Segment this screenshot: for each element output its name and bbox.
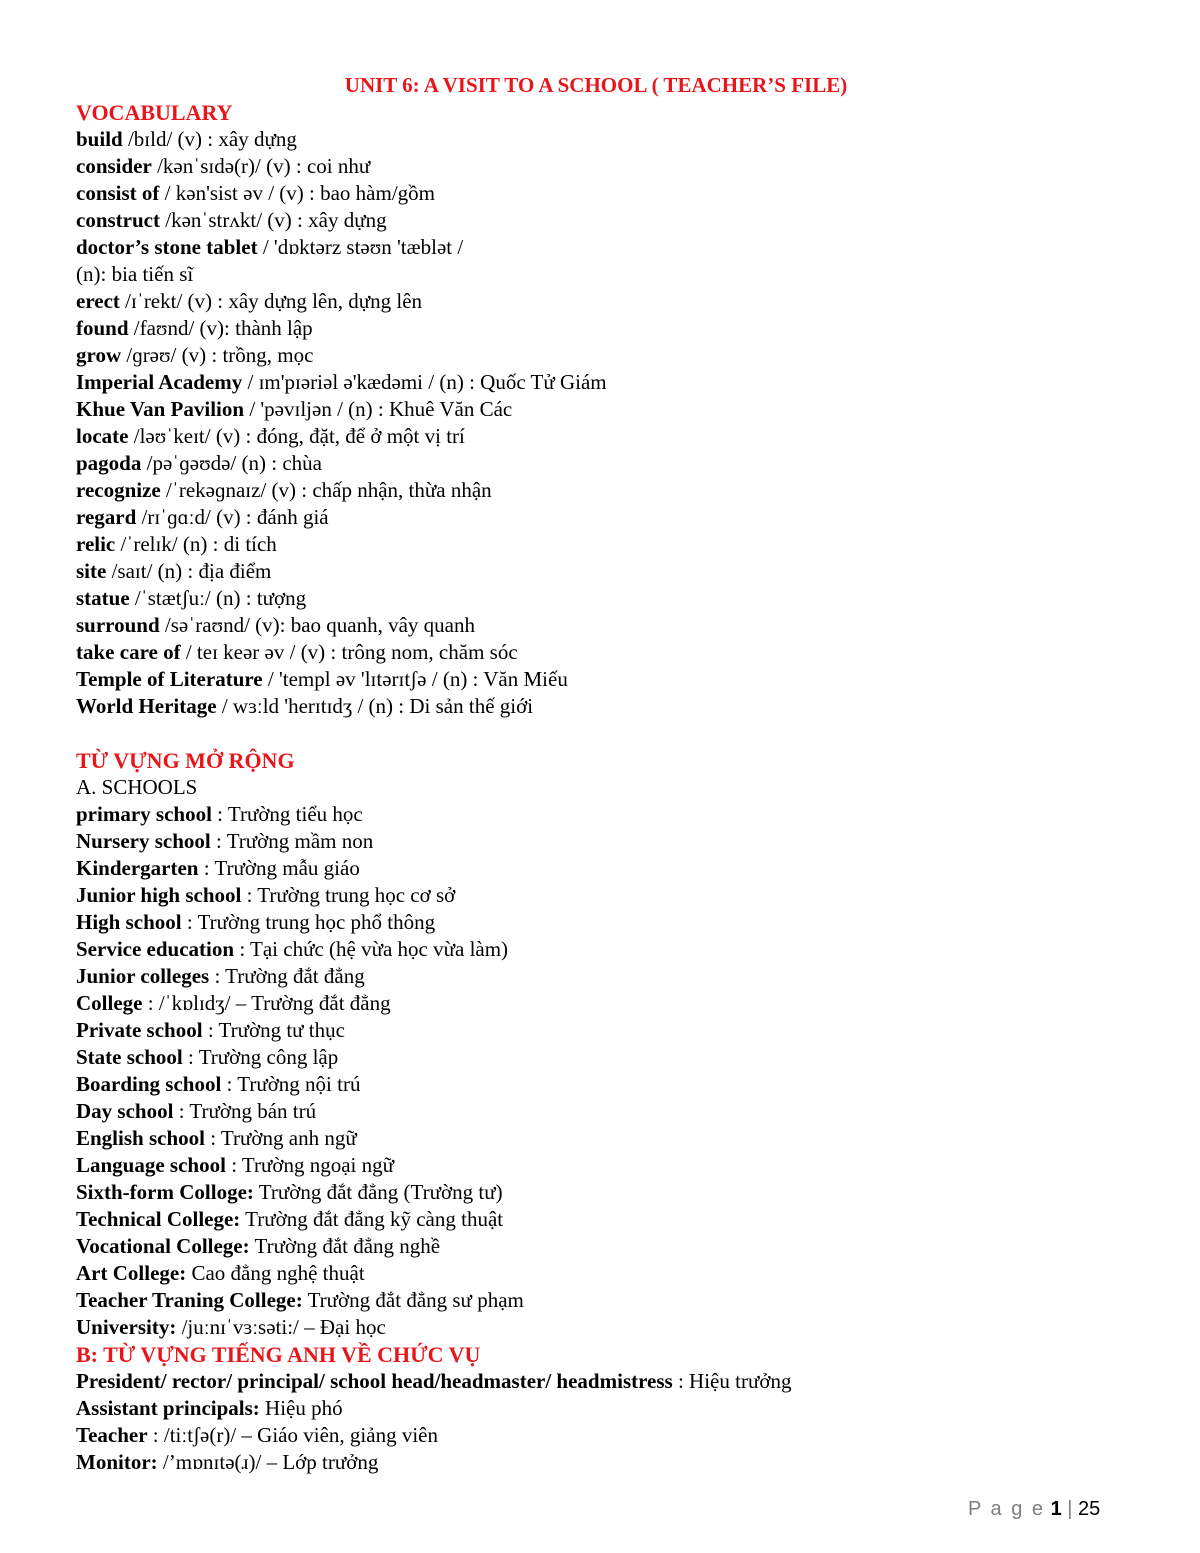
vocab-entry	[76, 369, 1136, 396]
vocab-entry	[76, 477, 1136, 504]
vocab-entry-definition: /pəˈɡəʊdə/ (n) : chùa	[141, 451, 322, 475]
position-entry-definition: : Hiệu trưởng	[672, 1369, 792, 1393]
school-entry-term: Kindergarten	[76, 856, 199, 880]
vocab-entry-definition: /bɪld/ (v) : xây dựng	[122, 127, 297, 151]
school-entry-definition: : Trường anh ngữ	[204, 1126, 357, 1150]
vocab-entry-definition: /ɡrəʊ/ (v) : trồng, mọc	[121, 343, 314, 367]
school-entry-definition: : Trường nội trú	[221, 1072, 361, 1096]
vocab-entry-term: erect	[76, 289, 120, 313]
vocab-entry-term: doctor’s stone tablet	[76, 235, 258, 259]
school-entry	[76, 1287, 1136, 1314]
vocab-entry	[76, 126, 1136, 153]
vocab-entry	[76, 234, 1136, 261]
page-number: 1	[1050, 1498, 1062, 1520]
vocab-entry-term: site	[76, 559, 107, 583]
school-entry-definition: Trường đắt đẳng nghề	[249, 1234, 441, 1258]
vocab-entry	[76, 153, 1136, 180]
position-entry-term: Teacher	[76, 1423, 148, 1447]
school-entry-definition: : Trường tư thục	[202, 1018, 345, 1042]
vocab-entry-definition: /kənˈstrʌkt/ (v) : xây dựng	[159, 208, 387, 232]
school-entry-term: Day school	[76, 1099, 174, 1123]
vocab-entry-definition: / 'pəvɪljən / (n) : Khuê Văn Các	[244, 397, 513, 421]
vocab-entry-definition: (n): bia tiến sĩ	[76, 262, 194, 286]
vocab-entry-term: surround	[76, 613, 160, 637]
vocab-entry-definition: /ɪˈrekt/ (v) : xây dựng lên, dựng lên	[119, 289, 423, 313]
vocab-entry-term: construct	[76, 208, 160, 232]
school-entry	[76, 909, 1136, 936]
document-title: UNIT 6: A VISIT TO A SCHOOL ( TEACHER’S FILE)	[344, 73, 848, 97]
vocab-entry	[76, 558, 1136, 585]
school-entry-definition: : /ˈkɒlɪdʒ/ – Trường đắt đẳng	[142, 991, 391, 1015]
vocab-entry-term: consist of	[76, 181, 160, 205]
position-entry-term: Monitor:	[76, 1450, 158, 1474]
page-footer	[968, 1498, 1100, 1521]
school-entry	[76, 855, 1136, 882]
positions-heading: B: TỪ VỰNG TIẾNG ANH VỀ CHỨC VỤ	[76, 1342, 481, 1367]
school-entry-definition: Trường đắt đẳng sư phạm	[302, 1288, 524, 1312]
vocab-entry-definition: / 'dɒktərz stəʊn 'tæblət /	[257, 235, 464, 259]
vocab-entry-term: locate	[76, 424, 129, 448]
school-entry-term: Language school	[76, 1153, 226, 1177]
school-entry-term: Nursery school	[76, 829, 211, 853]
school-entry-term: English school	[76, 1126, 205, 1150]
school-entry	[76, 801, 1136, 828]
school-entry	[76, 882, 1136, 909]
position-entry-definition: Hiệu phó	[259, 1396, 343, 1420]
vocab-entry-definition: / kən'sist əv / (v) : bao hàm/gồm	[159, 181, 435, 205]
position-entry	[76, 1449, 1136, 1476]
school-entry-term: Vocational College:	[76, 1234, 250, 1258]
school-entry-definition: : Trường mầm non	[210, 829, 374, 853]
school-entry	[76, 1098, 1136, 1125]
vocab-entry-definition: /ˈrekəɡnaɪz/ (v) : chấp nhận, thừa nhận	[160, 478, 492, 502]
school-entry-definition: : Trường trung học phổ thông	[181, 910, 436, 934]
school-entry-definition: : Trường bán trú	[173, 1099, 317, 1123]
school-entry-term: High school	[76, 910, 182, 934]
school-entry-term: Art College:	[76, 1261, 187, 1285]
school-entry-definition: Trường đắt đẳng (Trường tư)	[253, 1180, 503, 1204]
vocab-entry-term: regard	[76, 505, 137, 529]
school-entry	[76, 828, 1136, 855]
school-entry-definition: : Trường đắt đẳng	[209, 964, 365, 988]
vocab-entry	[76, 288, 1136, 315]
vocab-entry-term: Khue Van Pavilion	[76, 397, 245, 421]
spacer	[76, 720, 1136, 747]
school-entry	[76, 1314, 1136, 1341]
school-entry-term: Junior colleges	[76, 964, 210, 988]
school-entry	[76, 1206, 1136, 1233]
school-entry-term: primary school	[76, 802, 212, 826]
page-separator: |	[1067, 1498, 1073, 1520]
vocab-entry-definition: /kənˈsɪdə(r)/ (v) : coi như	[151, 154, 371, 178]
position-entry	[76, 1395, 1136, 1422]
position-entry	[76, 1368, 1136, 1395]
school-entry	[76, 936, 1136, 963]
vocab-entry-term: statue	[76, 586, 130, 610]
school-entry	[76, 1044, 1136, 1071]
vocab-entry-definition: /səˈraʊnd/ (v): bao quanh, vây quanh	[159, 613, 476, 637]
vocab-entry	[76, 207, 1136, 234]
vocab-entry-definition: /saɪt/ (n) : địa điểm	[106, 559, 272, 583]
vocab-entry-term: pagoda	[76, 451, 142, 475]
vocab-entry-term: build	[76, 127, 123, 151]
school-entry	[76, 1125, 1136, 1152]
vocab-entry-term: Imperial Academy	[76, 370, 243, 394]
schools-list	[76, 801, 1136, 1341]
vocab-entry	[76, 585, 1136, 612]
school-entry	[76, 1233, 1136, 1260]
school-entry-definition: : Trường trung học cơ sở	[241, 883, 456, 907]
vocab-entry-definition: / wɜːld 'herɪtɪdʒ / (n) : Di sản thế giới	[216, 694, 534, 718]
school-entry	[76, 963, 1136, 990]
school-entry-definition: : Trường công lập	[182, 1045, 339, 1069]
school-entry-term: Junior high school	[76, 883, 242, 907]
vocab-entry	[76, 693, 1136, 720]
school-entry	[76, 1017, 1136, 1044]
school-entry-definition: Trường đắt đẳng kỹ càng thuật	[240, 1207, 504, 1231]
vocab-entry-term: take care of	[76, 640, 181, 664]
extended-vocabulary-heading: TỪ VỰNG MỞ RỘNG	[76, 748, 295, 773]
position-entry-term: Assistant principals:	[76, 1396, 260, 1420]
document-content	[76, 72, 1136, 1476]
vocab-entry	[76, 423, 1136, 450]
vocab-entry	[76, 450, 1136, 477]
vocab-entry-term: grow	[76, 343, 122, 367]
vocab-entry-term: World Heritage	[76, 694, 217, 718]
school-entry-definition: : Tại chức (hệ vừa học vừa làm)	[234, 937, 509, 961]
school-entry-term: Private school	[76, 1018, 203, 1042]
position-entry-definition: : /tiːtʃə(r)/ – Giáo viên, giảng viên	[147, 1423, 438, 1447]
vocab-entry-definition: / teɪ keər əv / (v) : trông nom, chăm sóc	[180, 640, 518, 664]
vocabulary-heading: VOCABULARY	[76, 100, 233, 125]
school-entry	[76, 1152, 1136, 1179]
position-entry-definition: /’mɒnɪtə(ɹ)/ – Lớp trưởng	[157, 1450, 379, 1474]
school-entry-term: State school	[76, 1045, 183, 1069]
school-entry-definition: : Trường tiểu học	[211, 802, 363, 826]
vocab-entry-definition: /ˈstætʃuː/ (n) : tượng	[129, 586, 307, 610]
vocabulary-list	[76, 126, 1136, 720]
vocab-entry	[76, 396, 1136, 423]
school-entry-term: University:	[76, 1315, 177, 1339]
vocab-entry	[76, 342, 1136, 369]
vocab-entry	[76, 315, 1136, 342]
school-entry	[76, 990, 1136, 1017]
school-entry-definition: /juːnɪˈvɜːsəti:/ – Đại học	[176, 1315, 386, 1339]
school-entry	[76, 1071, 1136, 1098]
vocab-entry	[76, 639, 1136, 666]
vocab-entry-definition: /ləʊˈkeɪt/ (v) : đóng, đặt, để ở một vị trí	[128, 424, 465, 448]
school-entry-term: Boarding school	[76, 1072, 222, 1096]
schools-heading: A. SCHOOLS	[76, 775, 198, 799]
school-entry	[76, 1179, 1136, 1206]
vocab-entry	[76, 666, 1136, 693]
positions-list	[76, 1368, 1136, 1476]
school-entry-definition: Cao đẳng nghệ thuật	[186, 1261, 365, 1285]
school-entry	[76, 1260, 1136, 1287]
vocab-entry-term: Temple of Literature	[76, 667, 263, 691]
school-entry-term: Sixth-form Colloge:	[76, 1180, 254, 1204]
school-entry-term: Teacher Traning College:	[76, 1288, 303, 1312]
vocab-entry-definition: / 'templ əv 'lɪtərɪtʃə / (n) : Văn Miếu	[262, 667, 568, 691]
vocab-entry-term: recognize	[76, 478, 161, 502]
vocab-entry-definition: /faʊnd/ (v): thành lập	[128, 316, 313, 340]
vocab-entry-definition: /rɪˈɡɑːd/ (v) : đánh giá	[136, 505, 329, 529]
position-entry	[76, 1422, 1136, 1449]
vocab-entry	[76, 612, 1136, 639]
page-label: P a g e	[968, 1498, 1046, 1520]
page-total: 25	[1078, 1498, 1101, 1520]
vocab-entry	[76, 180, 1136, 207]
vocab-entry	[76, 531, 1136, 558]
vocab-entry-term: consider	[76, 154, 152, 178]
school-entry-term: Service education	[76, 937, 235, 961]
school-entry-term: College	[76, 991, 143, 1015]
school-entry-term: Technical College:	[76, 1207, 241, 1231]
vocab-entry	[76, 261, 1136, 288]
position-entry-term: President/ rector/ principal/ school head/headmaster/ headmistress	[76, 1369, 673, 1393]
school-entry-definition: : Trường mẫu giáo	[198, 856, 360, 880]
school-entry-definition: : Trường ngoại ngữ	[225, 1153, 395, 1177]
vocab-entry	[76, 504, 1136, 531]
vocab-entry-definition: /ˈrelɪk/ (n) : di tích	[115, 532, 277, 556]
vocab-entry-term: relic	[76, 532, 116, 556]
vocab-entry-term: found	[76, 316, 129, 340]
vocab-entry-definition: / ɪm'pɪəriəl ə'kædəmi / (n) : Quốc Tử Giám	[242, 370, 607, 394]
